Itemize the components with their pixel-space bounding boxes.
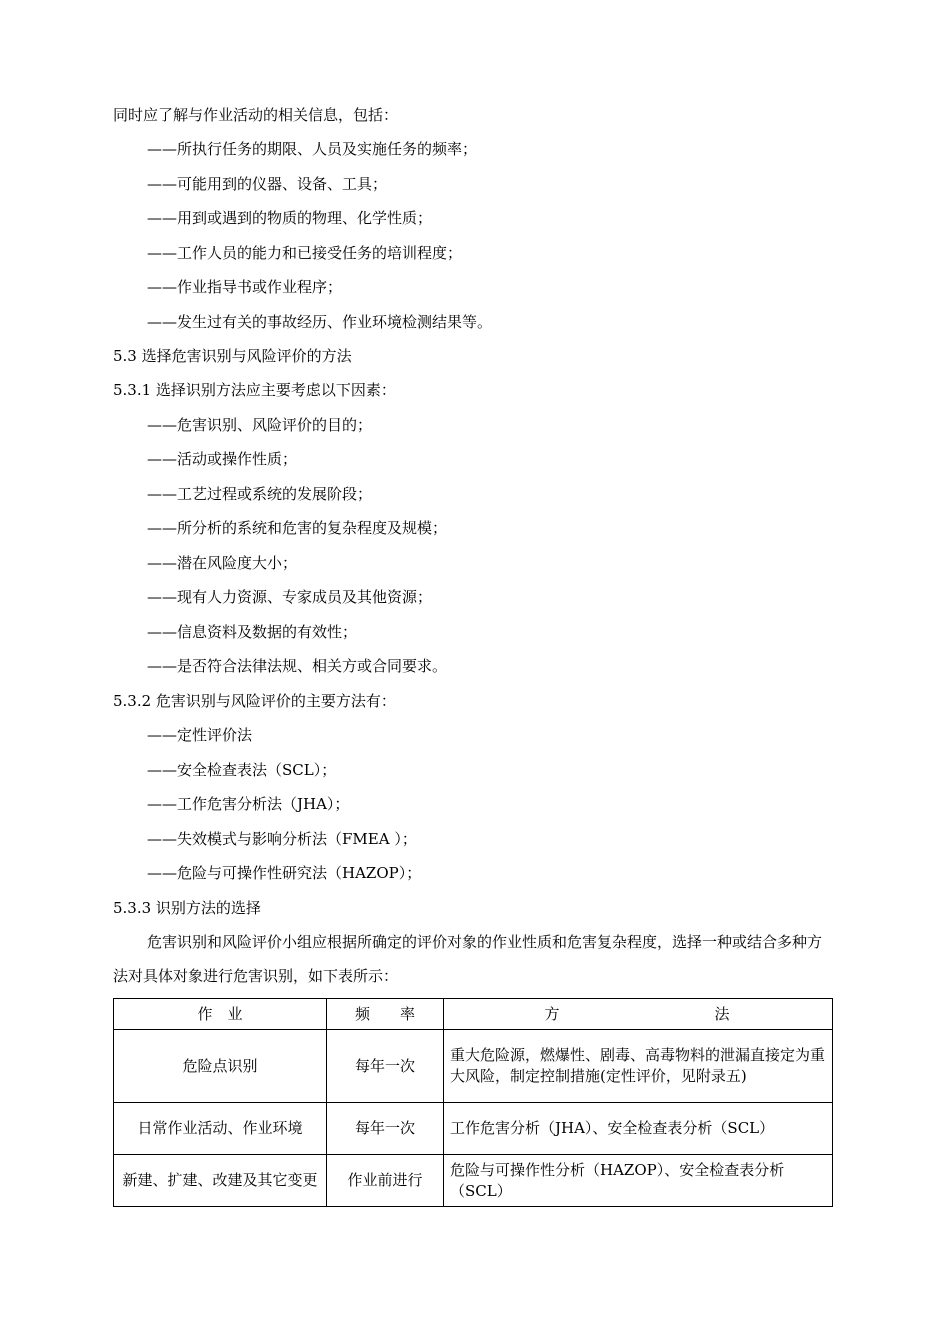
cell-frequency: 作业前进行 [327,1155,444,1207]
factor-item: ——现有人力资源、专家成员及其他资源； [147,588,433,606]
section-heading-5-3: 5.3 选择危害识别与风险评价的方法 [113,347,352,365]
table-row [114,1103,833,1155]
method-item: ——失效模式与影响分析法（FMEA ）； [147,830,417,848]
factor-item: ——是否符合法律法规、相关方或合同要求。 [147,657,448,675]
info-item: ——所执行任务的期限、人员及实施任务的频率； [147,140,478,158]
table-header-row [114,999,833,1030]
factor-item: ——危害识别、风险评价的目的； [147,416,373,434]
cell-method: 危险与可操作性分析（HAZOP）、安全检查表分析（SCL） [444,1155,833,1207]
header-operation: 作 业 [114,999,327,1030]
method-selection-table [113,998,833,1207]
factor-item: ——工艺过程或系统的发展阶段； [147,485,373,503]
method-item: ——定性评价法 [147,726,253,744]
section-heading-5-3-3: 5.3.3 识别方法的选择 [113,899,261,917]
info-item: ——发生过有关的事故经历、作业环境检测结果等。 [147,313,493,331]
cell-method: 重大危险源，燃爆性、剧毒、高毒物料的泄漏直接定为重大风险，制定控制措施(定性评价，见附录五) [444,1030,833,1103]
cell-operation: 危险点识别 [114,1030,327,1103]
info-item: ——作业指导书或作业程序； [147,278,343,296]
factor-item: ——活动或操作性质； [147,450,298,468]
cell-frequency: 每年一次 [327,1103,444,1155]
cell-operation: 新建、扩建、改建及其它变更 [114,1155,327,1207]
info-item: ——可能用到的仪器、设备、工具； [147,175,388,193]
info-item: ——工作人员的能力和已接受任务的培训程度； [147,244,463,262]
selection-paragraph [113,925,833,993]
header-frequency: 频 率 [327,999,444,1030]
factor-item: ——潜在风险度大小； [147,554,298,572]
factor-item: ——信息资料及数据的有效性； [147,623,358,641]
cell-operation: 日常作业活动、作业环境 [114,1103,327,1155]
cell-method: 工作危害分析（JHA）、安全检查表分析（SCL） [444,1103,833,1155]
intro-text: 同时应了解与作业活动的相关信息，包括： [113,106,399,124]
table-row [114,1030,833,1103]
method-item: ——工作危害分析法（JHA）； [147,795,350,813]
section-heading-5-3-2: 5.3.2 危害识别与风险评价的主要方法有： [113,692,396,710]
selection-paragraph-text: 危害识别和风险评价小组应根据所确定的评价对象的作业性质和危害复杂程度，选择一种或结合多种方法对具体对象进行危害识别，如下表所示： [113,933,823,985]
info-item: ——用到或遇到的物质的物理、化学性质； [147,209,433,227]
method-item: ——危险与可操作性研究法（HAZOP）； [147,864,422,882]
cell-frequency: 每年一次 [327,1030,444,1103]
table-row [114,1155,833,1207]
header-method: 方 法 [444,999,833,1030]
section-heading-5-3-1: 5.3.1 选择识别方法应主要考虑以下因素： [113,381,396,399]
factor-item: ——所分析的系统和危害的复杂程度及规模； [147,519,448,537]
method-item: ——安全检查表法（SCL）； [147,761,337,779]
